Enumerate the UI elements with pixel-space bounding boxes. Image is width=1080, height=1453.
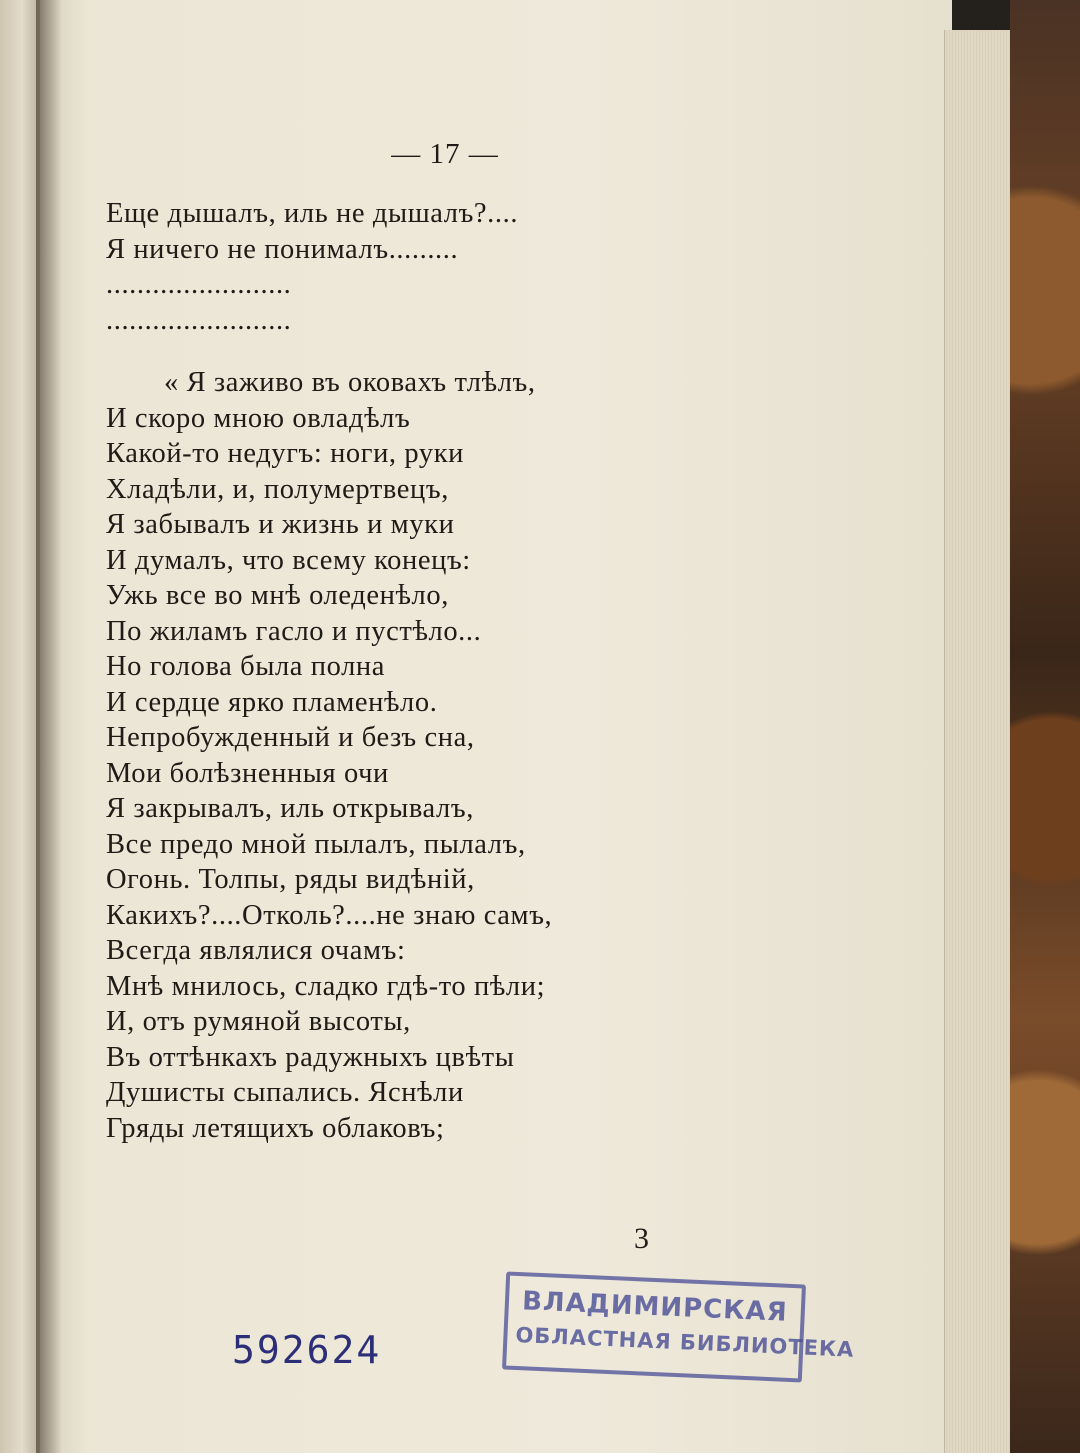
marbled-binding — [1010, 0, 1080, 1453]
poem-line: Все предо мной пылалъ, пылалъ, — [106, 828, 526, 860]
poem-line: Хладѣли, и, полумертвецъ, — [106, 473, 449, 505]
page-number: — 17 — — [391, 138, 499, 170]
signature-mark: 3 — [634, 1222, 649, 1255]
poem-line: Мнѣ мнилось, сладко гдѣ-то пѣли; — [106, 970, 546, 1002]
poem-line: И думалъ, что всему конецъ: — [106, 544, 471, 576]
poem-line: Еще дышалъ, иль не дышалъ?.... — [106, 198, 519, 229]
poem-line: Я забывалъ и жизнь и муки — [106, 509, 455, 540]
poem-line: Мои болѣзненныя очи — [106, 757, 389, 789]
poem-line: Какой-то недугъ: ноги, руки — [106, 438, 464, 469]
poem-line: Въ оттѣнкахъ радужныхъ цвѣты — [106, 1041, 515, 1073]
page-block-edges — [944, 30, 1015, 1453]
gutter-shadow — [36, 0, 62, 1453]
poem-line: Какихъ?....Отколь?....не знаю самъ, — [106, 899, 553, 931]
poem-line: Я закрывалъ, иль открывалъ, — [106, 793, 474, 824]
poem-line: Я ничего не понималъ......... — [106, 233, 459, 265]
poem-line: По жиламъ гасло и пустѣло... — [106, 615, 482, 647]
poem-line: Гряды летящихъ облаковъ; — [106, 1112, 445, 1144]
poem-line: ........................ — [106, 304, 292, 336]
poem-line: И, отъ румяной высоты, — [106, 1006, 411, 1037]
inventory-number: 592624 — [232, 1328, 382, 1372]
poem-line: И сердце ярко пламенѣло. — [106, 686, 438, 718]
poem-line: Огонь. Толпы, ряды видѣній, — [106, 864, 475, 895]
poem-line: Всегда являлися очамъ: — [106, 935, 406, 966]
poem-line: Ужь все во мнѣ оледенѣло, — [106, 580, 449, 611]
poem-line: Душисты сыпались. Яснѣли — [106, 1077, 464, 1108]
stamp-line-1: ВЛАДИМИРСКАЯ — [521, 1286, 789, 1328]
library-stamp — [502, 1272, 855, 1383]
facing-page-edge — [0, 0, 40, 1453]
poem-line: И скоро мною овладѣлъ — [106, 402, 411, 434]
poem-text — [106, 196, 746, 1146]
stamp-line-2: ОБЛАСТНАЯ БИБЛИОТЕКА — [514, 1322, 855, 1362]
poem-line: Непробужденный и безъ сна, — [106, 722, 475, 753]
poem-line: Но голова была полна — [106, 651, 386, 682]
poem-line: « Я заживо въ оковахъ тлѣлъ, — [164, 367, 536, 398]
poem-line: ........................ — [106, 269, 292, 300]
stanza-gap — [106, 338, 746, 365]
